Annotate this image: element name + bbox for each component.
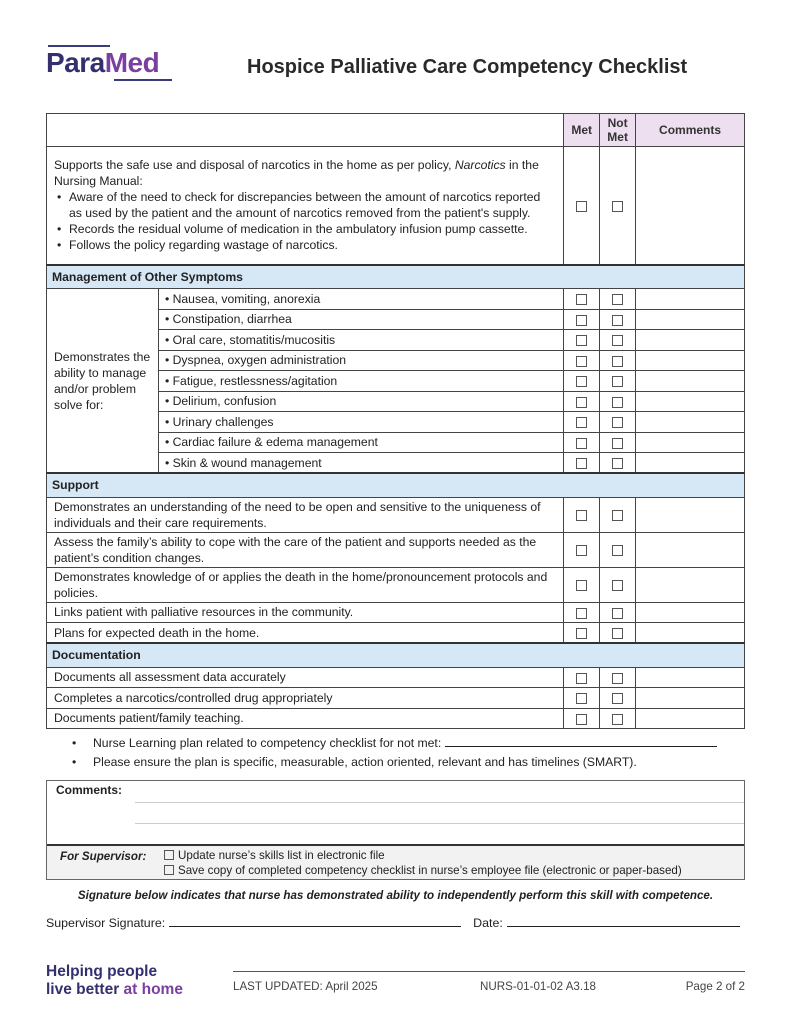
smart-note: • Please ensure the plan is specific, measurable, action oriented, relevant and has timelines (SMART). (70, 753, 746, 772)
competency-table (46, 113, 745, 729)
comments-cell[interactable] (636, 602, 745, 623)
not-met-checkbox[interactable] (612, 628, 623, 639)
met-cell (564, 309, 600, 330)
met-cell (564, 391, 600, 412)
met-checkbox[interactable] (576, 356, 587, 367)
symptom-item: • Nausea, vomiting, anorexia (158, 289, 563, 310)
not-met-cell (600, 350, 636, 371)
symptom-item: • Constipation, diarrhea (158, 309, 563, 330)
symptom-item: • Dyspnea, oxygen administration (158, 350, 563, 371)
met-cell (564, 497, 600, 532)
narcotics-intro-tail: in the Nursing Manual: (54, 158, 539, 189)
section-title: Documentation (47, 643, 745, 667)
table-row (47, 623, 745, 644)
supervisor-option-label: Update nurse’s skills list in electronic file (178, 849, 385, 862)
documentation-item: Documents patient/family teaching. (47, 708, 564, 729)
met-cell (564, 602, 600, 623)
met-cell (564, 708, 600, 729)
table-row (47, 532, 745, 567)
date-field[interactable] (507, 914, 740, 927)
not-met-cell (600, 567, 636, 602)
not-met-cell (600, 532, 636, 567)
support-item: Demonstrates knowledge of or applies the death in the home/pronouncement protocols and policies. (47, 567, 564, 602)
met-checkbox[interactable] (576, 201, 587, 212)
learning-plan-line (70, 734, 746, 753)
not-met-cell (600, 330, 636, 351)
met-checkbox[interactable] (576, 438, 587, 449)
met-cell (564, 623, 600, 644)
last-updated: LAST UPDATED: April 2025 (233, 980, 378, 993)
comments-cell[interactable] (636, 412, 745, 433)
narcotics-bullet: • Records the residual volume of medication in the ambulatory infusion pump cassette. (54, 221, 556, 237)
not-met-checkbox[interactable] (612, 438, 623, 449)
footer-tagline (46, 963, 183, 999)
not-met-cell (600, 432, 636, 453)
header-not-met-line1: Not (607, 116, 628, 130)
support-item: Links patient with palliative resources in the community. (47, 602, 564, 623)
comments-cell[interactable] (636, 371, 745, 392)
not-met-cell (600, 688, 636, 709)
not-met-cell (600, 412, 636, 433)
comments-cell[interactable] (636, 497, 745, 532)
met-checkbox[interactable] (576, 673, 587, 684)
comments-cell[interactable] (636, 667, 745, 688)
not-met-checkbox[interactable] (612, 608, 623, 619)
logo-rule-bottom (114, 79, 172, 81)
not-met-cell (600, 309, 636, 330)
table-row (47, 567, 745, 602)
not-met-checkbox[interactable] (612, 335, 623, 346)
symptom-item: • Fatigue, restlessness/agitation (158, 371, 563, 392)
comments-line[interactable] (135, 823, 744, 824)
not-met-cell (600, 667, 636, 688)
met-checkbox[interactable] (576, 417, 587, 428)
met-cell (564, 350, 600, 371)
supervisor-panel (47, 844, 744, 879)
narcotics-description (47, 147, 564, 265)
supervisor-signature-field[interactable] (169, 914, 461, 927)
comments-cell[interactable] (636, 567, 745, 602)
not-met-checkbox[interactable] (612, 510, 623, 521)
met-checkbox[interactable] (576, 693, 587, 704)
not-met-checkbox[interactable] (612, 580, 623, 591)
not-met-checkbox[interactable] (612, 673, 623, 684)
met-checkbox[interactable] (576, 397, 587, 408)
paramed-logo (46, 45, 172, 81)
not-met-cell (600, 708, 636, 729)
comments-cell[interactable] (636, 391, 745, 412)
comments-box (46, 780, 745, 880)
supervisor-checkbox[interactable] (164, 865, 174, 875)
supervisor-option[interactable] (164, 848, 682, 863)
met-cell (564, 532, 600, 567)
tagline-accent: at home (123, 981, 183, 998)
met-checkbox[interactable] (576, 458, 587, 469)
tagline-line1: Helping people (46, 963, 158, 980)
comments-cell[interactable] (636, 350, 745, 371)
table-row (47, 602, 745, 623)
met-cell (564, 330, 600, 351)
supervisor-option-label: Save copy of completed competency checklist in nurse’s employee file (electronic or paper-based) (178, 864, 682, 877)
symptom-item: • Urinary challenges (158, 412, 563, 433)
met-checkbox[interactable] (576, 294, 587, 305)
date-label: Date: (473, 916, 503, 930)
met-checkbox[interactable] (576, 608, 587, 619)
section-title: Support (47, 473, 745, 497)
met-cell (564, 412, 600, 433)
not-met-cell (600, 453, 636, 474)
support-item: Assess the family’s ability to cope with the care of the patient and supports needed as the patient’s condition changes. (47, 532, 564, 567)
not-met-checkbox[interactable] (612, 201, 623, 212)
met-checkbox[interactable] (576, 714, 587, 725)
symptom-item: • Oral care, stomatitis/mucositis (158, 330, 563, 351)
met-checkbox[interactable] (576, 315, 587, 326)
comments-line[interactable] (135, 802, 744, 803)
not-met-checkbox[interactable] (612, 545, 623, 556)
table-row (47, 497, 745, 532)
symptoms-lead-text: Demonstrates the ability to manage and/or problem solve for: (47, 289, 159, 474)
met-cell (564, 147, 600, 265)
narcotics-intro: Supports the safe use and disposal of narcotics in the home as per policy, (54, 158, 455, 173)
met-cell (564, 289, 600, 310)
not-met-checkbox[interactable] (612, 693, 623, 704)
page-number: Page 2 of 2 (685, 980, 745, 993)
section-header-symptoms (47, 265, 745, 289)
met-checkbox[interactable] (576, 628, 587, 639)
met-cell (564, 688, 600, 709)
comments-cell[interactable] (636, 330, 745, 351)
table-header-row (47, 114, 745, 147)
table-row (47, 667, 745, 688)
met-cell (564, 567, 600, 602)
tagline-line2a: live better (46, 981, 124, 998)
header-met: Met (564, 114, 600, 147)
narcotics-bullet: • Aware of the need to check for discrepancies between the amount of narcotics reported as used by the patient and the amount of narcotics removed from the patient's supply. (54, 189, 556, 221)
symptom-item: • Delirium, confusion (158, 391, 563, 412)
supervisor-signature-label: Supervisor Signature: (46, 916, 166, 930)
not-met-checkbox[interactable] (612, 294, 623, 305)
met-cell (564, 371, 600, 392)
comments-cell[interactable] (636, 623, 745, 644)
logo-text-para: Para (46, 47, 105, 78)
met-cell (564, 667, 600, 688)
not-met-cell (600, 391, 636, 412)
comments-cell[interactable] (636, 432, 745, 453)
not-met-checkbox[interactable] (612, 376, 623, 387)
learning-plan-label: Nurse Learning plan related to competency checklist for not met: (93, 736, 442, 750)
symptom-item: • Cardiac failure & edema management (158, 432, 563, 453)
met-checkbox[interactable] (576, 545, 587, 556)
logo-text-med: Med (104, 47, 160, 78)
supervisor-option[interactable] (164, 863, 682, 878)
not-met-checkbox[interactable] (612, 458, 623, 469)
narcotics-intro-italic: Narcotics (454, 158, 506, 173)
documentation-item: Documents all assessment data accurately (47, 667, 564, 688)
not-met-cell (600, 602, 636, 623)
not-met-checkbox[interactable] (612, 356, 623, 367)
symptom-item: • Skin & wound management (158, 453, 563, 474)
section-header-support (47, 473, 745, 497)
learning-plan-input[interactable] (445, 735, 717, 747)
not-met-checkbox[interactable] (612, 315, 623, 326)
comments-cell[interactable] (636, 289, 745, 310)
met-cell (564, 453, 600, 474)
comments-cell[interactable] (636, 453, 745, 474)
supervisor-checkbox[interactable] (164, 850, 174, 860)
comments-cell[interactable] (636, 688, 745, 709)
header-comments: Comments (636, 114, 745, 147)
met-checkbox[interactable] (576, 335, 587, 346)
met-checkbox[interactable] (576, 510, 587, 521)
signature-row (46, 914, 746, 930)
supervisor-label: For Supervisor: (60, 850, 147, 863)
support-item: Plans for expected death in the home. (47, 623, 564, 644)
table-row-narcotics (47, 147, 745, 265)
header-spacer (47, 114, 564, 147)
header-not-met-line2: Met (607, 130, 628, 144)
learning-plan-notes (70, 734, 746, 772)
section-title: Management of Other Symptoms (47, 265, 745, 289)
comments-cell[interactable] (636, 708, 745, 729)
footer-divider (233, 971, 745, 972)
comments-cell[interactable] (636, 532, 745, 567)
comments-label: Comments: (56, 783, 123, 797)
not-met-cell (600, 147, 636, 265)
not-met-cell (600, 623, 636, 644)
signature-note: Signature below indicates that nurse has demonstrated ability to independently perform this skill with competence. (77, 889, 714, 902)
not-met-checkbox[interactable] (612, 417, 623, 428)
page-title: Hospice Palliative Care Competency Checklist (247, 56, 688, 78)
met-checkbox[interactable] (576, 376, 587, 387)
document-code: NURS-01-01-02 A3.18 (480, 980, 596, 993)
documentation-item: Completes a narcotics/controlled drug appropriately (47, 688, 564, 709)
met-cell (564, 432, 600, 453)
table-row (47, 688, 745, 709)
table-row (47, 708, 745, 729)
not-met-checkbox[interactable] (612, 397, 623, 408)
not-met-cell (600, 497, 636, 532)
comments-cell[interactable] (636, 309, 745, 330)
table-row (47, 289, 745, 310)
not-met-checkbox[interactable] (612, 714, 623, 725)
support-item: Demonstrates an understanding of the need to be open and sensitive to the uniqueness of individuals and their care requirements. (47, 497, 564, 532)
header-not-met (600, 114, 636, 147)
met-checkbox[interactable] (576, 580, 587, 591)
narcotics-bullet: • Follows the policy regarding wastage of narcotics. (54, 237, 556, 253)
not-met-cell (600, 289, 636, 310)
comments-cell[interactable] (636, 147, 745, 265)
section-header-documentation (47, 643, 745, 667)
not-met-cell (600, 371, 636, 392)
